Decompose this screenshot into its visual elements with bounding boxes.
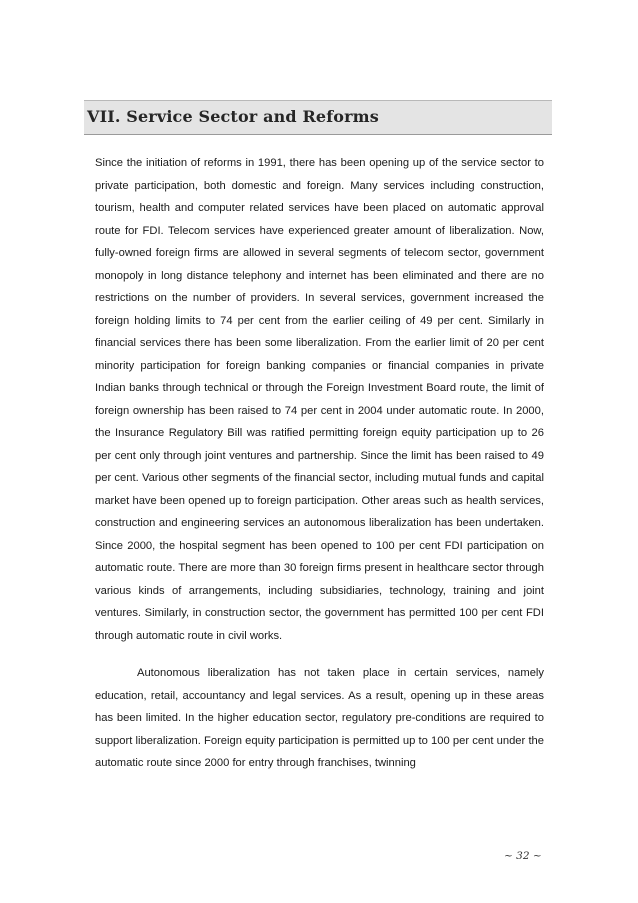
page-number: ~ 32 ~ — [504, 850, 542, 862]
paragraph-service-sector-reforms: Since the initiation of reforms in 1991, there has been opening up of the service sector to private participation, both domestic and foreign. Many services including construction, tourism, health and computer related services have been placed on automatic approval route for FDI. Telecom services have experienced greater amount of liberalization. Now, fully-owned foreign firms are allowed in several segments of telecom sector, government monopoly in long distance telephony and internet has been eliminated and there are no restrictions on the number of providers. In several services, government increased the foreign holding limits to 74 per cent from the earlier ceiling of 49 per cent. Similarly in financial services there has been some liberalization. From the earlier limit of 20 per cent minority participation for foreign banking companies or financial companies in private Indian banks through technical or through the Foreign Investment Board route, the limit of foreign ownership has been raised to 74 per cent in 2004 under automatic route. In 2000, the Insurance Regulatory Bill was ratified permitting foreign equity participation up to 26 per cent only through joint ventures and partnership. Since the limit has been raised to 49 per cent. Various other segments of the financial sector, including mutual funds and capital market have been opened up to foreign participation. Other areas such as health services, construction and engineering services an autonomous liberalization has been undertaken. Since 2000, the hospital segment has been opened to 100 per cent FDI participation on automatic route. There are more than 30 foreign firms present in healthcare sector through various kinds of arrangements, including subsidiaries, technology, training and joint ventures. Similarly, in construction sector, the government has permitted 100 per cent FDI through automatic route in civil works. — [95, 157, 544, 642]
body-text — [95, 152, 544, 775]
paragraph-autonomous-liberalization: Autonomous liberalization has not taken place in certain services, namely education, retail, accountancy and legal services. As a result, opening up in these areas has been limited. In the higher education sector, regulatory pre-conditions are required to support liberalization. Foreign equity participation is permitted up to 100 per cent under the automatic route since 2000 for entry through franchises, twinning — [95, 667, 544, 769]
section-header-bar — [84, 100, 552, 135]
section-title: VII. Service Sector and Reforms — [87, 107, 379, 126]
